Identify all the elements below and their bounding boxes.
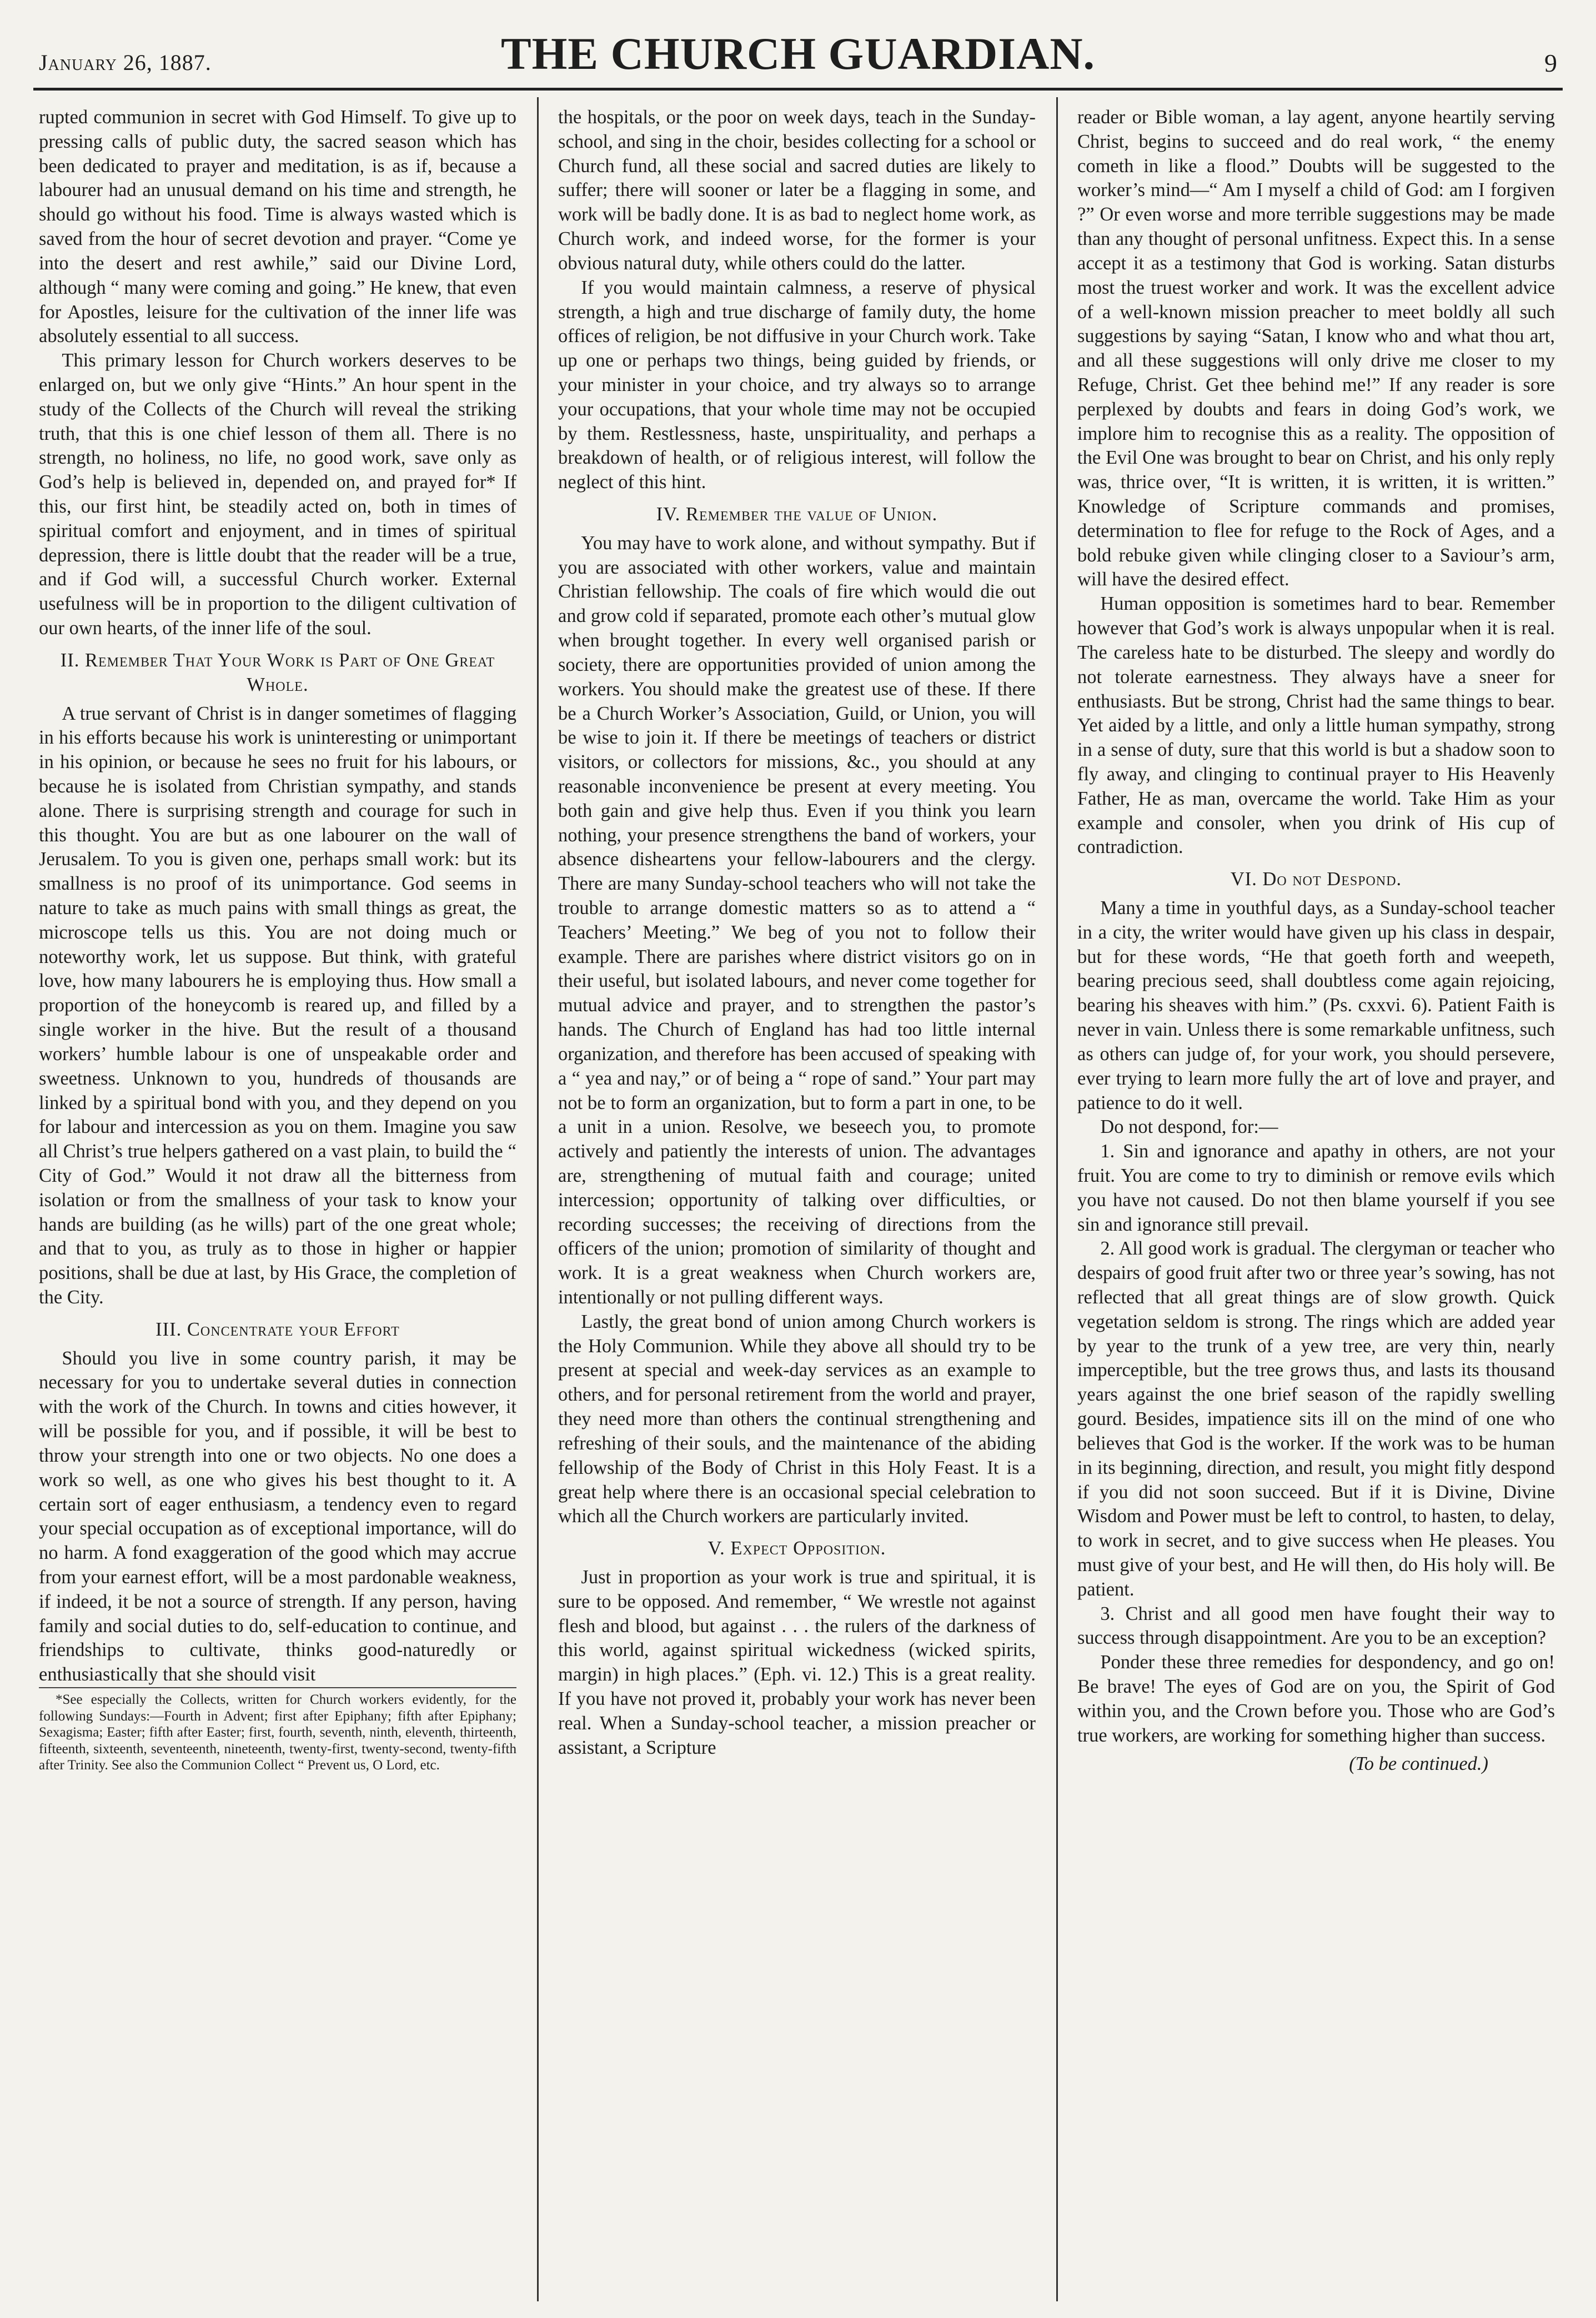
column-divider	[1056, 97, 1058, 2301]
column-1	[39, 106, 516, 2296]
paragraph: Lastly, the great bond of union among Church workers is the Holy Communion. While they above all should try to be present at special and week-day services as an example to others, and for personal retirement from the world and prayer, they need more than others the continual strengthening and refreshing of their souls, and the maintenance of the abiding fellowship of the Body of Christ in this Holy Feast. It is a great help where there is an occasional special celebration to which all the Church workers are particularly invited.	[558, 1311, 1036, 1527]
paragraph: You may have to work alone, and without sympathy. But if you are associated with other workers, value and maintain Christian fellowship. The coals of fire which would die out and grow cold if separated, promote each other’s mutual glow when brought together. In every well organised parish or society, there are opportunities provided of union among the workers. You should make the greatest use of these. If there be a Church Worker’s Association, Guild, or Union, you will be wise to join it. If there be meetings of teachers or district visitors, or collectors for missions, &c., you should at any reasonable inconvenience be present at every meeting. You both gain and give help thus. Even if you think you learn nothing, your presence strengthens the band of workers, your absence disheartens your fellow-labourers and the clergy. There are many Sunday-school teachers who will not take the trouble to arrange domestic matters so as to attend a “ Teachers’ Meeting.” We beg of you not to follow their example. There are parishes where district visitors go on in their useful, but isolated labours, and never come together for mutual advice and prayer, and to strengthen the pastor’s hands. The Church of England has had too little internal organization, and therefore has been accused of speaking with a “ yea and nay,” or of being a “ rope of sand.” Your part may not be to form an organization, but to form a part in one, to be a unit in a union. Resolve, we beseech you, to promote actively and patiently the interests of union. The advantages are, strengthening of mutual faith and courage; united intercession; opportunity of talking over difficulties, or recording successes; the receiving of directions from the officers of the union; promotion of similarity of thought and work. It is a great weakness when Church workers are, intentionally or not pulling different ways.	[558, 532, 1036, 1308]
section-heading: V. Expect Opposition.	[707, 1538, 886, 1559]
footnote: *See especially the Collects, written for Church workers evidently, for the following Sundays:—Fourth in Advent; first after Epiphany; fifth after Epiphany; Sexagisma; Easter; fifth after Easter; first, fourth, seventh, ninth, eleventh, thirteenth, fifteenth, sixteenth, seventeenth, nineteenth, twenty-first, twenty-second, twenty-fifth after Trinity. See also the Communion Collect “ Prevent us, O Lord, etc.	[39, 1687, 516, 1774]
paragraph: the hospitals, or the poor on week days, teach in the Sunday-school, and sing in the choir, besides collecting for a school or Church fund, all these social and sacred duties are likely to suffer; there will sooner or later be a flagging in some, and work will be badly done. It is as bad to neglect home work, as Church work, and indeed worse, for the former is your obvious natural duty, while others could do the latter.	[558, 107, 1036, 274]
paragraph: Human opposition is sometimes hard to bear. Remember however that God’s work is always unpopular when it is real. The careless hate to be disturbed. The sleepy and wordly do not tolerate earnestness. They always have a sneer for enthusiasts. But be strong, Christ had the same things to bear. Yet aided by a little, and only a little human sympathy, strong in a sense of duty, sure that this world is but a shadow soon to fly away, and clinging to continual prayer to His Heavenly Father, He as man, overcame the world. Take Him as your example and consoler, when you drink of His cup of contradiction.	[1077, 593, 1555, 858]
paragraph: 3. Christ and all good men have fought their way to success through disappointment. Are you to be an exception?	[1077, 1603, 1555, 1649]
section-heading: III. Concentrate your Effort	[155, 1318, 400, 1340]
column-2	[558, 106, 1036, 2296]
paragraph: Do not despond, for:—	[1100, 1116, 1278, 1138]
paragraph: Just in proportion as your work is true and spiritual, it is sure to be opposed. And remember, “ We wrestle not against flesh and blood, but against . . . the rulers of the darkness of this world, against spiritual wickedness (wicked spirits, margin) in high places.” (Eph. vi. 12.) This is a great reality. If you have not proved it, probably your work has never been real. When a Sunday-school teacher, a mission preacher or assistant, a Scripture	[558, 1566, 1036, 1758]
paragraph: Should you live in some country parish, it may be necessary for you to undertake several duties in connection with the work of the Church. In towns and cities however, it will be possible for you, and if possible, it will be best to throw your strength into one or two objects. No one does a work so well, as one who gives his best thought to it. A certain sort of eager enthusiasm, a tendency even to regard your special occupation as of exceptional importance, will do no harm. A fond exaggeration of the good which may accrue from your earnest effort, will be a most pardonable weakness, if indeed, it be not a source of strength. If any person, having family and social duties to do, self-education to continue, and friendships to cultivate, thinks good-naturedly or enthusiastically that she should visit	[39, 1347, 516, 1685]
paragraph: This primary lesson for Church workers deserves to be enlarged on, but we only give “Hints.” An hour spent in the study of the Collects of the Church will reveal the striking truth, that this is one chief lesson of them all. There is no strength, no holiness, no life, no good work, save only as God’s help is believed in, depended on, and prayed for* If this, our first hint, be steadily acted on, both in times of spiritual comfort and enjoyment, and in times of spiritual depression, there is little doubt that the reader will be a true, and if God will, a successful Church worker. External usefulness will be in proportion to the diligent cultivation of our own hearts, of the inner life of the soul.	[39, 350, 516, 639]
issue-date: January 26, 1887.	[39, 50, 212, 75]
section-heading: IV. Remember the value of Union.	[656, 504, 938, 525]
masthead	[39, 17, 1557, 83]
column-divider	[537, 97, 539, 2301]
section-heading: II. Remember That Your Work is Part of One Great Whole.	[60, 649, 495, 695]
paragraph: 2. All good work is gradual. The clergyman or teacher who despairs of good fruit after two or three year’s sowing, has not reflected that all great things are of slow growth. Quick vegetation seldom is strong. The rings which are added year by year to the trunk of a yew tree, are very thin, nearly imperceptible, but the tree grows thus, and lasts its thousand years against the one brief season of the rapidly swelling gourd. Besides, impatience sits ill on the mind of one who believes that God is the worker. If the work was to be human in its beginning, direction, and result, you might fitly despond if you did not soon succeed. But if it is Divine, Divine Wisdom and Power must be left to control, to hasten, to delay, to work in secret, and to give success when He pleases. You must give of your best, and He will then, do His holy will. Be patient.	[1077, 1238, 1555, 1600]
newspaper-title: THE CHURCH GUARDIAN.	[500, 28, 1096, 79]
section-heading: VI. Do not Despond.	[1230, 869, 1402, 890]
masthead-rule	[33, 88, 1563, 91]
paragraph: 1. Sin and ignorance and apathy in others, are not your fruit. You are come to try to diminish or remove evils which you have not caused. Do not then blame yourself if you see sin and ignorance still prevail.	[1077, 1141, 1555, 1235]
column-3	[1077, 106, 1555, 2296]
paragraph: Ponder these three remedies for despondency, and go on! Be brave! The eyes of God are on you, the Spirit of God within you, and the Crown before you. Those who are God’s true workers, are working for something higher than success.	[1077, 1652, 1555, 1746]
paragraph: If you would maintain calmness, a reserve of physical strength, a high and true discharge of family duty, the home offices of religion, be not diffusive in your Church work. Take up one or perhaps two things, being guided by friends, or your minister in your choice, and try always so to arrange your occupations, that your whole time may not be occupied by them. Restlessness, haste, unspirituality, and perhaps a breakdown of health, or of religious interest, will follow the neglect of this hint.	[558, 277, 1036, 493]
paragraph: Many a time in youthful days, as a Sunday-school teacher in a city, the writer would have given up his class in despair, but for these words, “He that goeth forth and weepeth, bearing precious seed, shall doubtless come again rejoicing, bearing his sheaves with him.” (Ps. cxxvi. 6). Patient Faith is never in vain. Unless there is some remarkable unfitness, such as others can judge of, for your work, you should persevere, ever trying to learn more fully the art of love and prayer, and patience to do it well.	[1077, 897, 1555, 1113]
paragraph: reader or Bible woman, a lay agent, anyone heartily serving Christ, begins to succeed and do real work, “ the enemy cometh in like a flood.” Doubts will be suggested to the worker’s mind—“ Am I myself a child of God: am I forgiven ?” Or even worse and more terrible suggestions may be made than any thought of personal unfitness. Expect this. In a sense accept it as a testimony that God is working. Satan disturbs most the truest worker and work. It was the excellent advice of a well-known mission preacher to meet boldly all such suggestions by saying “Satan, I know who and what thou art, and all these suggestions will only drive me closer to my Refuge, Christ. Get thee behind me!” If any reader is sore perplexed by doubts and fears in doing God’s work, we implore him to recognise this as a reality. The opposition of the Evil One was brought to bear on Christ, and his only reply was, thrice over, “It is written, it is written, it is written.” Knowledge of Scripture commands and promises, determination to flee for refuge to the Rock of Ages, and a bold rebuke given while clinging closer to a Saviour’s arm, will have the desired effect.	[1077, 107, 1555, 590]
page-number: 9	[1544, 49, 1557, 77]
paragraph: A true servant of Christ is in danger sometimes of flagging in his efforts because his work is uninteresting or unimportant in his opinion, or because he sees no fruit for his labours, or because he is isolated from Christian sympathy, and stands alone. There is surprising strength and courage for such in this thought. You are but as one labourer on the wall of Jerusalem. To you is given one, perhaps small work: but its smallness is no proof of its unimportance. God seems in nature to take as much pains with small things as great, the microscope tells us this. You are not doing much or noteworthy work, let us suppose. But think, with grateful love, how many labourers he is employing thus. How small a proportion of the honeycomb is reared up, and filled by a single worker in the hive. But the result of a thousand workers’ humble labour is one of unspeakable order and sweetness. Unknown to you, hundreds of thousands are linked by a spiritual bond with you, and they depend on you for labour and intercession as you on them. Imagine you saw all Christ’s true helpers gathered on a vast plain, to build the “ City of God.” Would it not draw all the bitterness from isolation or from the smallness of your task to know your hands are building (as he wills) part of the one great whole; and that to you, as truly as to those in higher or happier positions, shall be due at last, by His Grace, the completion of the City.	[39, 703, 516, 1308]
paragraph: rupted communion in secret with God Himself. To give up to pressing calls of public duty, the sacred season which has been dedicated to prayer and meditation, is as if, because a labourer had an unusual demand on his time and strength, he should go without his food. Time is always wasted which is saved from the hour of secret devotion and prayer. “Come ye into the desert and rest awhile,” said our Divine Lord, although “ many were coming and going.” He knew, that even for Apostles, leisure for the cultivation of the inner life was absolutely essential to all success.	[39, 107, 516, 347]
to-be-continued: (To be continued.)	[1349, 1753, 1488, 1775]
